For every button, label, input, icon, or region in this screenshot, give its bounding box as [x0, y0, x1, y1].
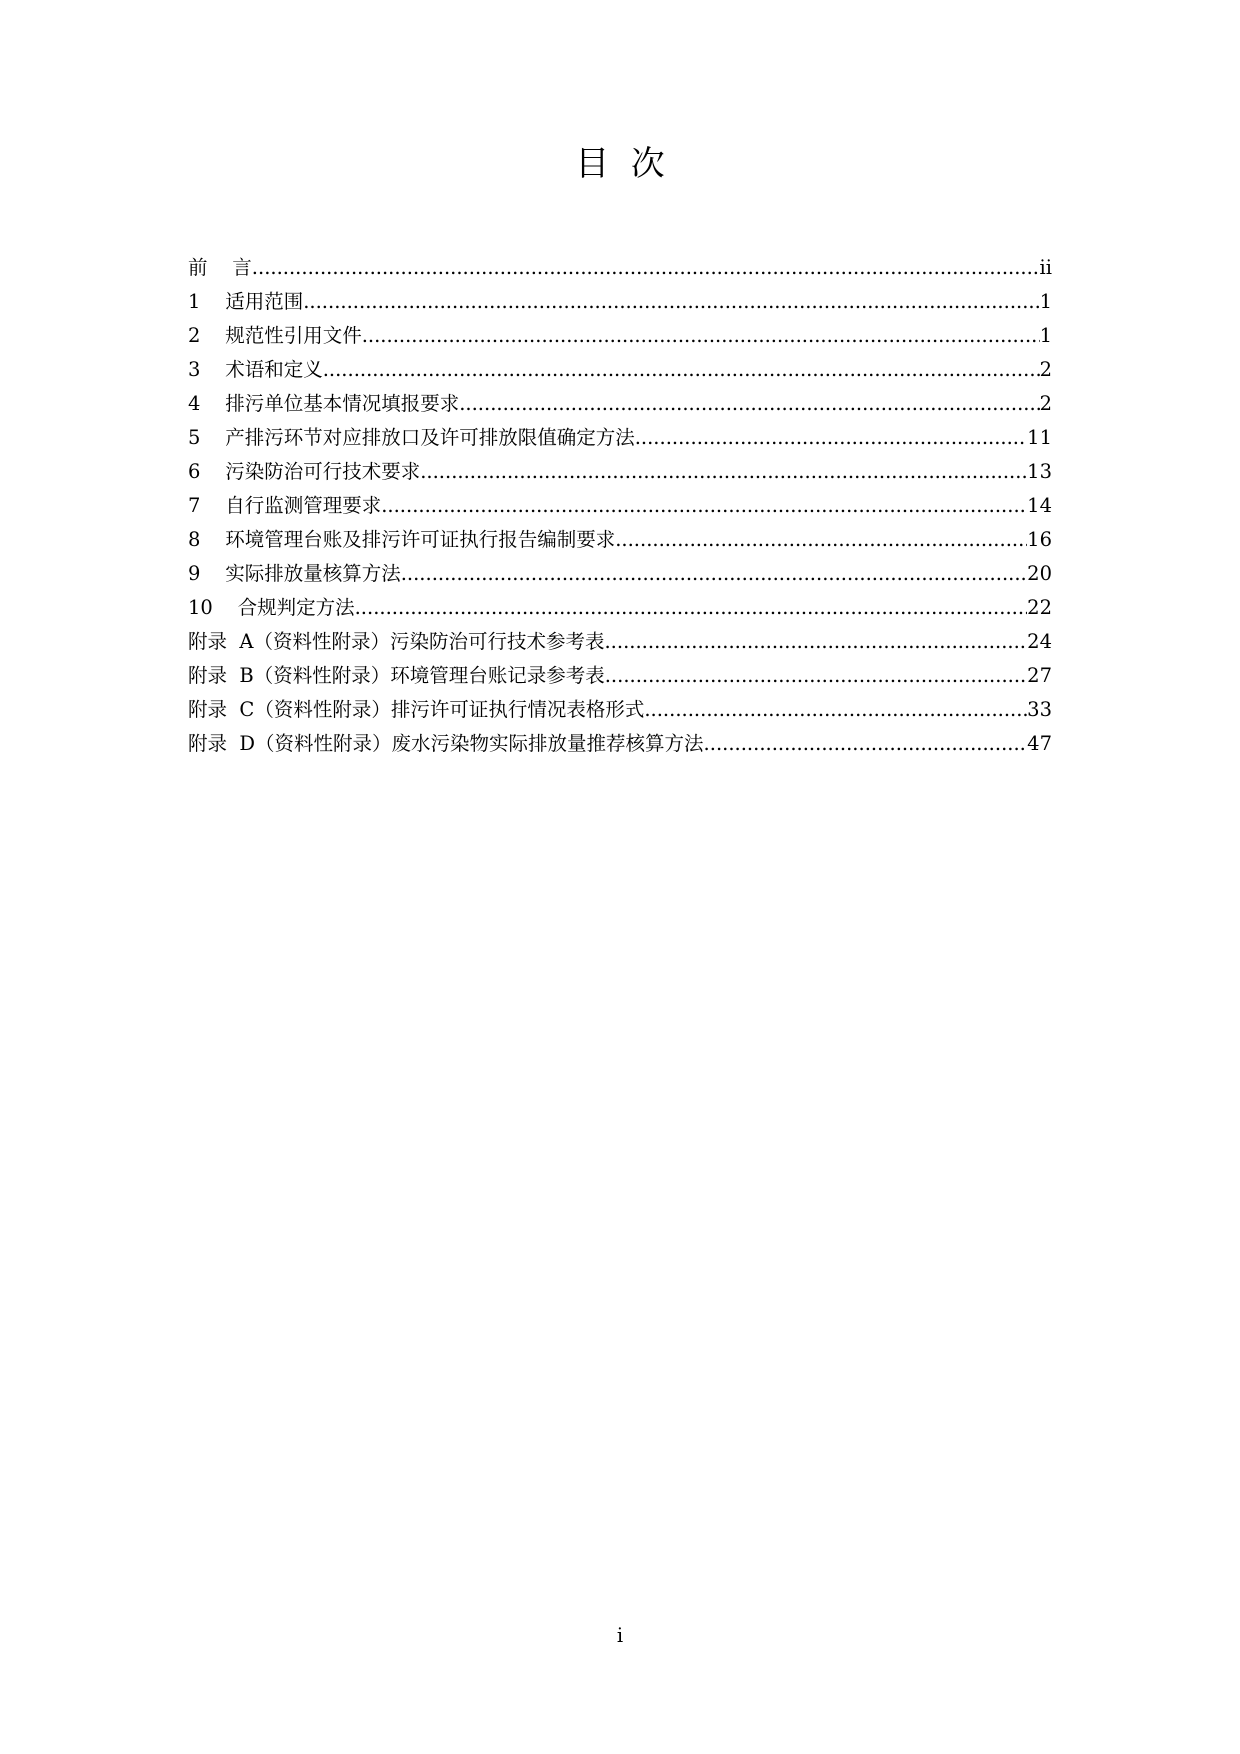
- toc-entry-label: 4 排污单位基本情况填报要求: [188, 392, 460, 415]
- toc-entry-appendix-a[interactable]: [188, 625, 1052, 659]
- toc-dot-leader: [604, 625, 1027, 659]
- toc-dot-leader: [401, 557, 1027, 591]
- toc-entry-page: 16: [1027, 528, 1052, 551]
- toc-entry-label: 附录 C（资料性附录）排污许可证执行情况表格形式: [188, 698, 645, 721]
- toc-entry-page: 1: [1039, 324, 1052, 347]
- toc-dot-leader: [303, 285, 1039, 319]
- toc-dot-leader: [420, 455, 1027, 489]
- toc-entry-9[interactable]: [188, 557, 1052, 591]
- toc-entry-3[interactable]: [188, 353, 1052, 387]
- toc-entry-label: 附录 A（资料性附录）污染防治可行技术参考表: [188, 630, 605, 653]
- toc-entry-4[interactable]: [188, 387, 1052, 421]
- toc-entry-7[interactable]: [188, 489, 1052, 523]
- toc-entry-10[interactable]: [188, 591, 1052, 625]
- toc-entry-label: 10 合规判定方法: [188, 596, 355, 619]
- toc-dot-leader: [605, 659, 1027, 693]
- toc-dot-leader: [704, 727, 1028, 761]
- toc-entry-label: 7 自行监测管理要求: [188, 494, 382, 517]
- toc-entry-page: 24: [1027, 630, 1052, 653]
- toc-entry-page: 2: [1039, 392, 1052, 415]
- toc-title: 目 次: [575, 144, 665, 184]
- toc-entry-appendix-d[interactable]: [188, 727, 1052, 761]
- toc-entry-page: ii: [1039, 256, 1052, 279]
- toc-entry-page: 14: [1027, 494, 1052, 517]
- toc-entry-label: 5 产排污环节对应排放口及许可排放限值确定方法: [188, 426, 635, 449]
- toc-entry-page: 22: [1027, 596, 1052, 619]
- toc-dot-leader: [459, 387, 1039, 421]
- toc-entry-label: 3 术语和定义: [188, 358, 323, 381]
- toc-entry-page: 33: [1027, 698, 1052, 721]
- toc-entry-preface[interactable]: [188, 251, 1052, 285]
- toc-entry-page: 13: [1027, 460, 1052, 483]
- toc-dot-leader: [362, 319, 1040, 353]
- page-number-footer: i: [616, 1624, 624, 1647]
- toc-entry-5[interactable]: [188, 421, 1052, 455]
- toc-entry-label: 附录 D（资料性附录）废水污染物实际排放量推荐核算方法: [188, 732, 704, 755]
- toc-dot-leader: [355, 591, 1028, 625]
- toc-dot-leader: [381, 489, 1027, 523]
- toc-entry-appendix-c[interactable]: [188, 693, 1052, 727]
- toc-entry-8[interactable]: [188, 523, 1052, 557]
- toc-entry-label: 前 言: [188, 256, 252, 279]
- toc-dot-leader: [615, 523, 1027, 557]
- toc-entry-page: 2: [1039, 358, 1052, 381]
- toc-entry-6[interactable]: [188, 455, 1052, 489]
- toc-entry-page: 11: [1027, 426, 1052, 449]
- toc-dot-leader: [644, 693, 1027, 727]
- toc-entry-label: 9 实际排放量核算方法: [188, 562, 401, 585]
- toc-entry-page: 27: [1027, 664, 1052, 687]
- toc-entry-page: 47: [1027, 732, 1052, 755]
- toc-dot-leader: [635, 421, 1027, 455]
- toc-entry-label: 2 规范性引用文件: [188, 324, 362, 347]
- toc-entry-page: 20: [1027, 562, 1052, 585]
- toc-entry-page: 1: [1039, 290, 1052, 313]
- toc-entry-label: 1 适用范围: [188, 290, 304, 313]
- toc-dot-leader: [252, 251, 1040, 285]
- toc-list: [188, 251, 1052, 761]
- toc-dot-leader: [323, 353, 1040, 387]
- toc-entry-label: 8 环境管理台账及排污许可证执行报告编制要求: [188, 528, 616, 551]
- toc-entry-1[interactable]: [188, 285, 1052, 319]
- toc-entry-label: 6 污染防治可行技术要求: [188, 460, 421, 483]
- toc-entry-label: 附录 B（资料性附录）环境管理台账记录参考表: [188, 664, 605, 687]
- toc-entry-appendix-b[interactable]: [188, 659, 1052, 693]
- toc-entry-2[interactable]: [188, 319, 1052, 353]
